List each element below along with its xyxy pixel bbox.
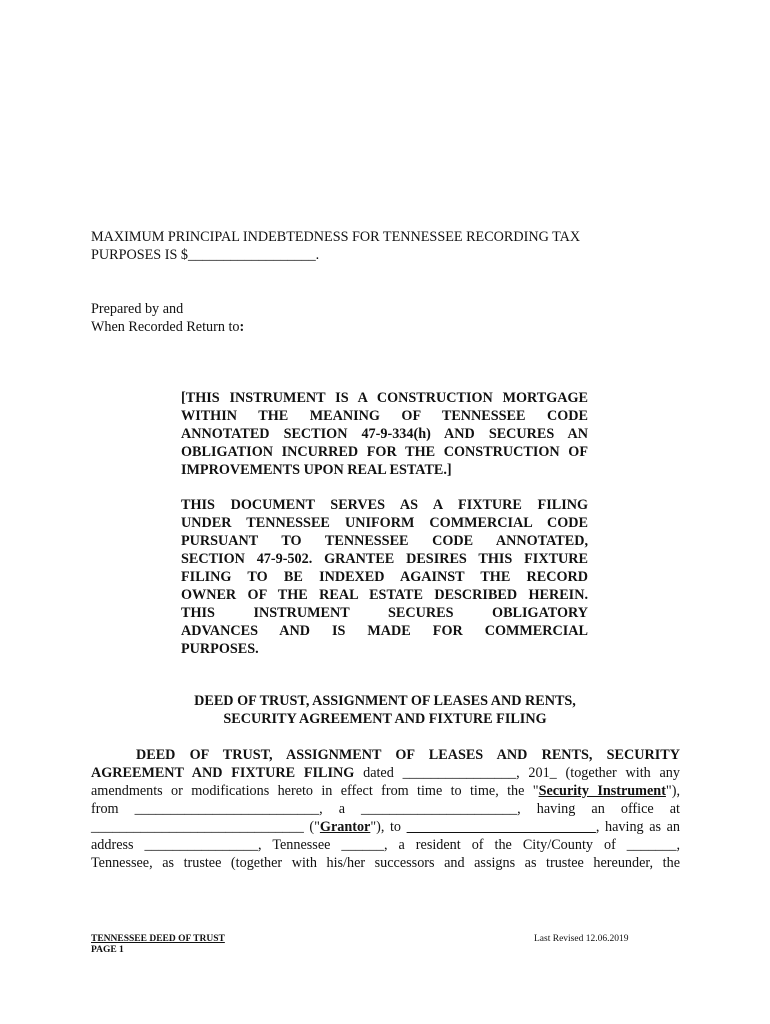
footer-revision-date: Last Revised 12.06.2019 [534, 934, 629, 944]
grantor-blank: ______________________________ (" [91, 819, 320, 835]
recording-tax-statement-line-1: MAXIMUM PRINCIPAL INDEBTEDNESS FOR TENNESSEE RECORDING TAX [91, 229, 581, 245]
fixture-filing-notice [181, 496, 588, 658]
notice-line: UNDER TENNESSEE UNIFORM COMMERCIAL CODE [181, 515, 588, 531]
defined-term-security-instrument: Security Instrument [538, 783, 666, 799]
return-to-colon: : [239, 319, 245, 335]
notice-line: OBLIGATION INCURRED FOR THE CONSTRUCTION OF [181, 444, 588, 460]
amendments-clause: amendments or modifications hereto in effect from time to time, the " [91, 783, 539, 799]
return-to-label [91, 318, 711, 336]
instrument-name-bold-cont: AGREEMENT AND FIXTURE FILING [91, 765, 355, 781]
paragraph-line [91, 782, 680, 800]
paragraph-line [91, 746, 680, 764]
grantee-name-blank [407, 819, 596, 835]
footer-left [91, 934, 225, 956]
dated-clause: dated ________________, 201_ (together with any [354, 765, 680, 781]
notice-line: FILING TO BE INDEXED AGAINST THE RECORD [181, 569, 588, 585]
document-title-line-2: SECURITY AGREEMENT AND FIXTURE FILING [223, 711, 547, 727]
notice-line: PURPOSES. [181, 641, 259, 657]
opening-paragraph [91, 746, 680, 872]
paragraph-line: from __________________________, a ______________________, having an office at [91, 801, 680, 817]
notice-line: ADVANCES AND IS MADE FOR COMMERCIAL [181, 623, 588, 639]
grantee-clause-end: , having as an [595, 819, 680, 835]
prepared-by-label: Prepared by and [91, 301, 184, 317]
construction-mortgage-notice [181, 389, 588, 479]
notice-line: THIS INSTRUMENT SECURES OBLIGATORY [181, 605, 588, 621]
notice-line: WITHIN THE MEANING OF TENNESSEE CODE [181, 408, 588, 424]
grantee-clause: "), to [370, 819, 407, 835]
notice-line: [THIS INSTRUMENT IS A CONSTRUCTION MORTGAGE [181, 390, 588, 406]
notice-line: ANNOTATED SECTION 47-9-334(h) AND SECURES AN [181, 426, 588, 442]
instrument-name-bold: DEED OF TRUST, ASSIGNMENT OF LEASES AND RENTS, SECURITY [136, 747, 680, 763]
notice-line: SECTION 47-9-502. GRANTEE DESIRES THIS FIXTURE [181, 551, 588, 567]
recording-tax-statement-line-2: PURPOSES IS $__________________. [91, 247, 320, 263]
footer-document-name: TENNESSEE DEED OF TRUST [91, 934, 225, 944]
paragraph-line: address ________________, Tennessee ______, a resident of the City/County of _______, [91, 837, 680, 853]
amendments-clause-end: "), [665, 783, 680, 799]
notice-line: THIS DOCUMENT SERVES AS A FIXTURE FILING [181, 497, 588, 513]
return-to-text: When Recorded Return to [91, 319, 240, 335]
notice-line: PURSUANT TO TENNESSEE CODE ANNOTATED, [181, 533, 588, 549]
paragraph-line: Tennessee, as trustee (together with his/her successors and assigns as trustee hereunder, the [91, 855, 680, 871]
paragraph-line [91, 764, 680, 782]
footer-page-number: PAGE 1 [91, 945, 124, 955]
defined-term-grantor: Grantor [319, 819, 371, 835]
notice-line: IMPROVEMENTS UPON REAL ESTATE.] [181, 462, 452, 478]
paragraph-line [91, 818, 680, 836]
document-title-line-1: DEED OF TRUST, ASSIGNMENT OF LEASES AND RENTS, [194, 693, 576, 709]
notice-line: OWNER OF THE REAL ESTATE DESCRIBED HEREIN. [181, 587, 588, 603]
